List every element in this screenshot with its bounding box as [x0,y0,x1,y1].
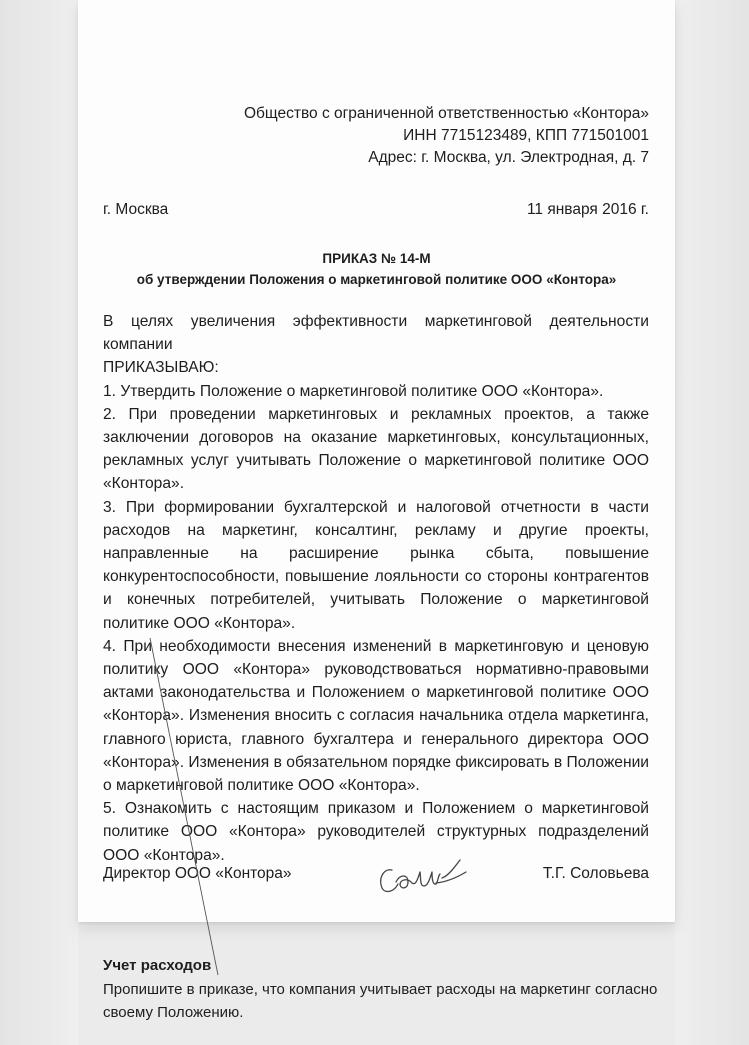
order-title: ПРИКАЗ № 14-М [322,251,431,266]
order-item: 2. При проведении маркетинговых и рекламных проектов, а также заключении договоров на оказание маркетинговых, консультационных, рекламных услуг учитывать Положение о маркетинговой политике ООО «Контора». [103,405,649,493]
order-item: 3. При формировании бухгалтерской и налоговой отчетности в части расходов на маркетинг, консалтинг, рекламу и другие проекты, направленные на расширение рынка сбыта, повышение конкурентоспособности, повышение лояльности со стороны контрагентов и конечных потребителей, учитывать Положение о маркетинговой политике ООО «Контора». [103,498,649,632]
order-directive: ПРИКАЗЫВАЮ: [103,359,219,377]
annotation-title: Учет расходов [103,957,212,974]
background-left [0,0,78,1045]
organization-address: Адрес: г. Москва, ул. Электродная, д. 7 [368,149,649,166]
order-preamble: В целях увеличения эффективности маркетинговой деятельности компании [103,313,649,354]
annotation-note [103,955,703,1024]
organization-tax-ids: ИНН 7715123489, КПП 771501001 [403,127,649,144]
order-subtitle: об утверждении Положения о маркетинговой политике ООО «Контора» [136,272,617,287]
order-item: 5. Ознакомить с настоящим приказом и Положением о маркетинговой политике ООО «Контора» руководителей структурных подразделений ООО «Контора». [103,800,649,864]
signer-name: Т.Г. Соловьева [542,865,649,882]
document-date: 11 января 2016 г. [526,201,649,218]
order-heading [78,248,675,290]
organization-header [244,103,649,169]
order-item: 4. При необходимости внесения изменений в маркетинговую и ценовую политику ООО «Контора» руководствоваться нормативно-правовыми актами законодательства и Положением о маркетинговой политике ООО «Контора». Изменения вносить с согласия начальника отдела маркетинга, главного юриста, главного бухгалтера и генерального директора ООО «Контора». Изменения в обязательном порядке фиксировать в Положении о маркетинговой политике ООО «Контора». [103,637,649,795]
document-page [78,0,675,922]
organization-name: Общество с ограниченной ответственностью «Контора» [244,105,649,122]
order-item: 1. Утвердить Положение о маркетинговой политике ООО «Контора». [103,382,604,400]
annotation-text: Пропишите в приказе, что компания учитывает расходы на маркетинг согласно своему Положению. [103,981,658,1021]
handwritten-signature [372,838,482,898]
background-right [675,0,749,1045]
order-body [103,310,649,867]
signer-position: Директор ООО «Контора» [103,865,292,882]
document-city: г. Москва [103,201,169,218]
